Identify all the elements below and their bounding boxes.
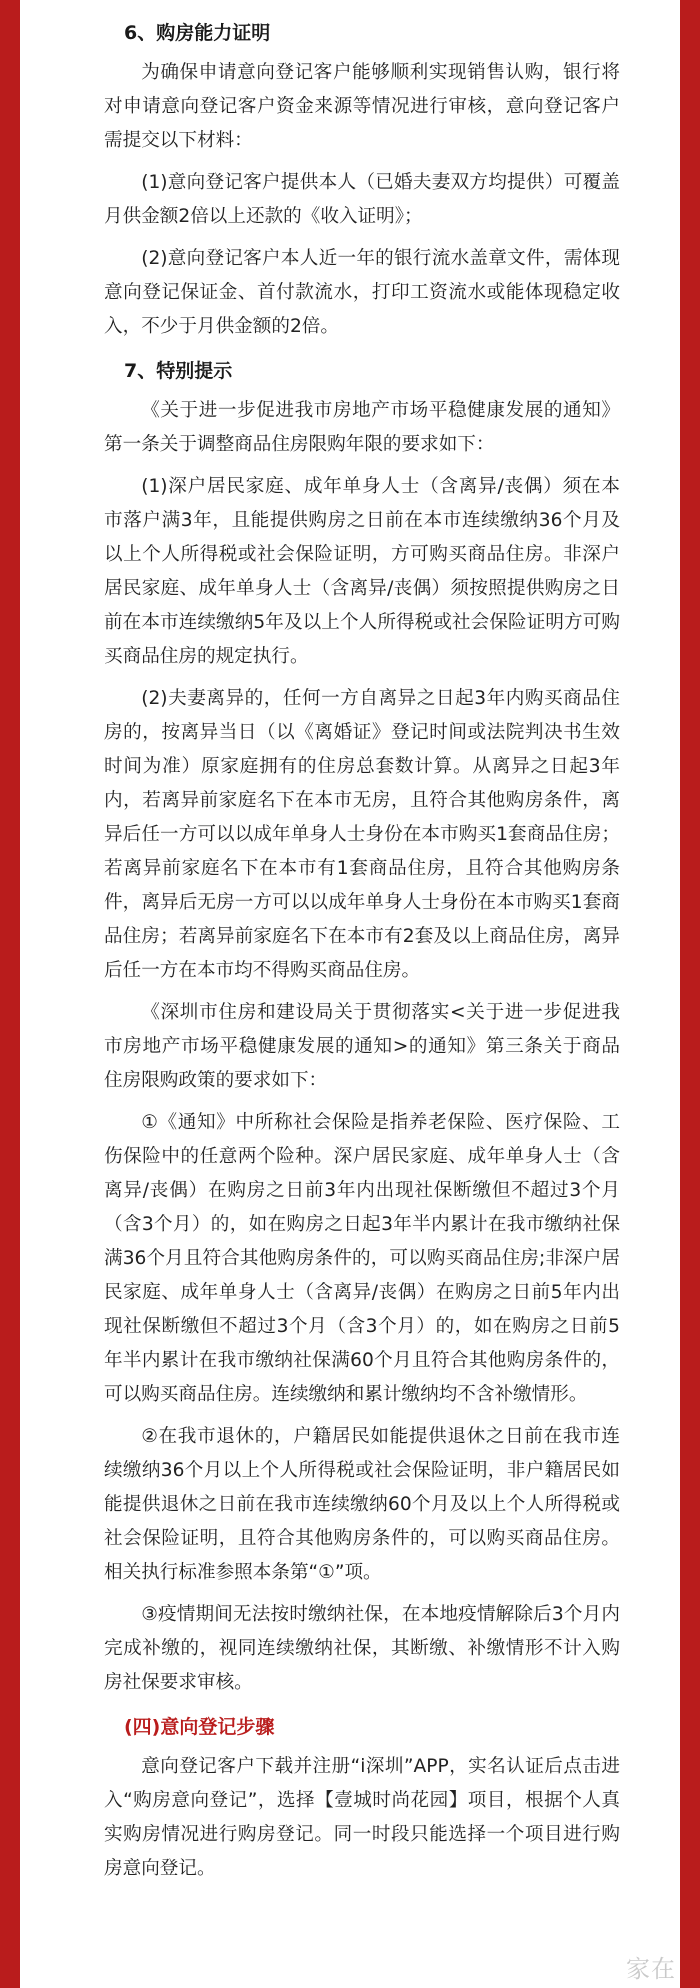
section-purchase-ability <box>104 14 620 344</box>
paragraph: 为确保申请意向登记客户能够顺利实现销售认购，银行将对申请意向登记客户资金来源等情况进行审核，意向登记客户需提交以下材料： <box>104 62 620 151</box>
section-heading-special-notice: 7、特别提示 <box>124 360 233 382</box>
section-special-notice <box>104 352 620 1700</box>
section-heading-registration-steps: (四)意向登记步骤 <box>124 1716 275 1738</box>
paragraph: 意向登记客户下载并注册“i深圳”APP，实名认证后点击进入“购房意向登记”，选择【壹城时尚花园】项目，根据个人真实购房情况进行购房登记。同一时段只能选择一个项目进行购房意向登记。 <box>104 1756 620 1879</box>
section-heading-purchase-ability: 6、购房能力证明 <box>124 22 271 44</box>
paragraph: (2)夫妻离异的，任何一方自离异之日起3年内购买商品住房的，按离异当日（以《离婚证》登记时间或法院判决书生效时间为准）原家庭拥有的住房总套数计算。从离异之日起3年内，若离异前家庭名下在本市无房，且符合其他购房条件，离异后任一方可以以成年单身人士身份在本市购买1套商品住房；若离异前家庭名下在本市有1套商品住房，且符合其他购房条件，离异后无房一方可以以成年单身人士身份在本市购买1套商品住房；若离异前家庭名下在本市有2套及以上商品住房，离异后任一方在本市均不得购买商品住房。 <box>104 688 620 981</box>
paragraph: (1)深户居民家庭、成年单身人士（含离异/丧偶）须在本市落户满3年，且能提供购房之日前在本市连续缴纳36个月及以上个人所得税或社会保险证明，方可购买商品住房。非深户居民家庭、成年单身人士（含离异/丧偶）须按照提供购房之日前在本市连续缴纳5年及以上个人所得税或社会保险证明方可购买商品住房的规定执行。 <box>104 476 620 667</box>
paragraph: ①《通知》中所称社会保险是指养老保险、医疗保险、工伤保险中的任意两个险种。深户居民家庭、成年单身人士（含离异/丧偶）在购房之日前3年内出现社保断缴但不超过3个月（含3个月）的，如在购房之日起3年半内累计在我市缴纳社保满36个月且符合其他购房条件的，可以购买商品住房;非深户居民家庭、成年单身人士（含离异/丧偶）在购房之日前5年内出现社保断缴但不超过3个月（含3个月）的，如在购房之日前5年半内累计在我市缴纳社保满60个月且符合其他购房条件的，可以购买商品住房。连续缴纳和累计缴纳均不含补缴情形。 <box>104 1112 620 1405</box>
paragraph: ③疫情期间无法按时缴纳社保，在本地疫情解除后3个月内完成补缴的，视同连续缴纳社保，其断缴、补缴情形不计入购房社保要求审核。 <box>104 1604 620 1693</box>
watermark-logo: 家在 <box>626 1955 676 1983</box>
left-red-band <box>0 0 20 1988</box>
article-content <box>20 0 680 1988</box>
paragraph: (1)意向登记客户提供本人（已婚夫妻双方均提供）可覆盖月供金额2倍以上还款的《收入证明》； <box>104 172 620 227</box>
paragraph: 《关于进一步促进我市房地产市场平稳健康发展的通知》第一条关于调整商品住房限购年限的要求如下： <box>104 400 620 455</box>
paragraph: (2)意向登记客户本人近一年的银行流水盖章文件，需体现意向登记保证金、首付款流水，打印工资流水或能体现稳定收入，不少于月供金额的2倍。 <box>104 248 620 337</box>
right-red-band <box>680 0 700 1988</box>
paragraph: ②在我市退休的，户籍居民如能提供退休之日前在我市连续缴纳36个月以上个人所得税或社会保险证明，非户籍居民如能提供退休之日前在我市连续缴纳60个月及以上个人所得税或社会保险证明，且符合其他购房条件的，可以购买商品住房。相关执行标准参照本条第“①”项。 <box>104 1426 620 1583</box>
paragraph: 《深圳市住房和建设局关于贯彻落实<关于进一步促进我市房地产市场平稳健康发展的通知>的通知》第三条关于商品住房限购政策的要求如下： <box>104 1002 620 1091</box>
section-registration-steps <box>104 1708 620 1886</box>
